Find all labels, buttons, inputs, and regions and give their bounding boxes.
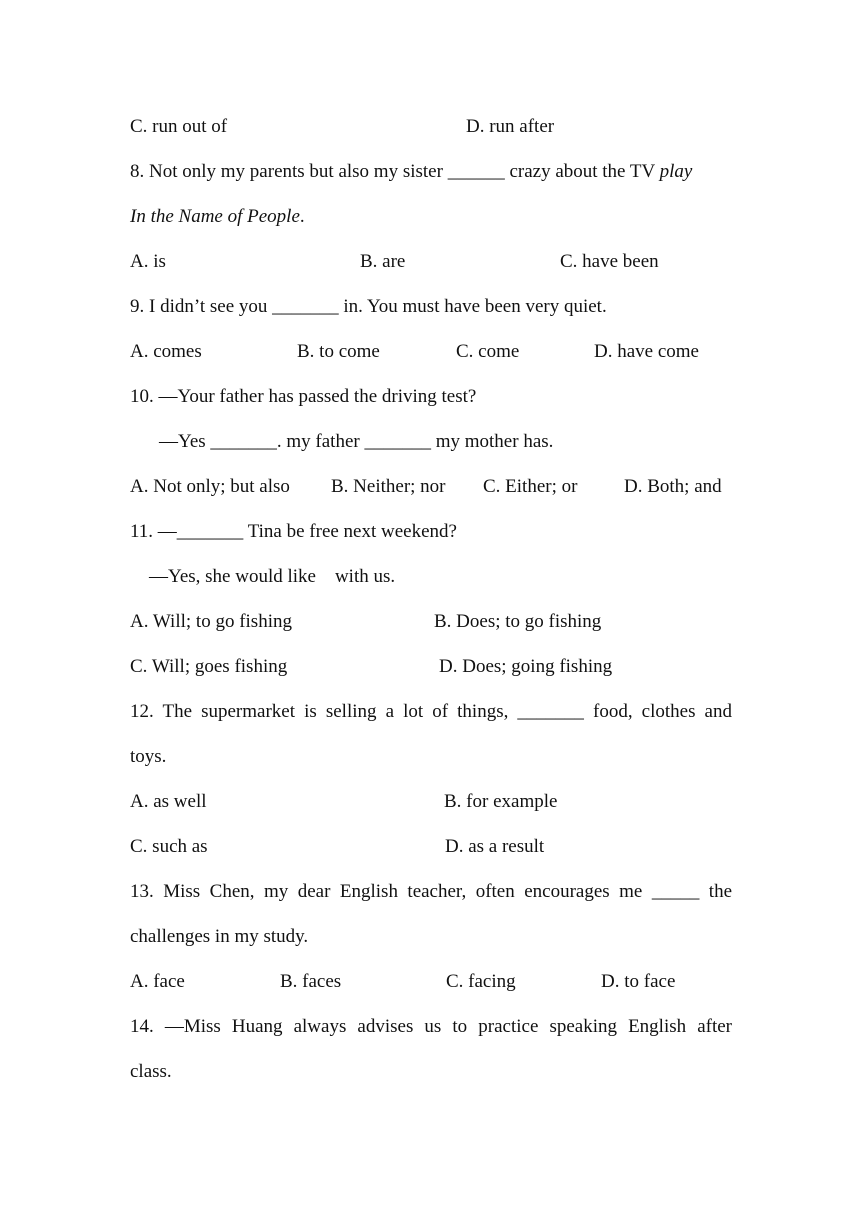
q12-stem-continued: toys. xyxy=(130,746,167,767)
q9-stem: 9. I didn’t see you _______ in. You must have been very quiet. xyxy=(130,296,607,317)
q9-option-c: C. come xyxy=(456,341,520,362)
q8-option-c: C. have been xyxy=(560,251,659,272)
q13-option-d: D. to face xyxy=(601,971,676,992)
q7-option-d: D. run after xyxy=(466,116,555,137)
q12-option-a: A. as well xyxy=(130,791,207,812)
q8-option-b: B. are xyxy=(360,251,406,272)
q8-stem xyxy=(130,160,692,184)
q11-stem: 11. —_______ Tina be free next weekend? xyxy=(130,521,457,542)
q9-option-b: B. to come xyxy=(297,341,380,362)
q8-option-a: A. is xyxy=(130,251,166,272)
q11-option-c: C. Will; goes fishing xyxy=(130,656,288,677)
q14-stem-continued: class. xyxy=(130,1061,172,1082)
q12-option-b: B. for example xyxy=(444,791,558,812)
q8-show-title: In the Name of People xyxy=(130,206,300,227)
q13-stem: 13. Miss Chen, my dear English teacher, often encourages me _____ the xyxy=(130,881,732,902)
q11-option-d: D. Does; going fishing xyxy=(439,656,613,677)
q13-option-a: A. face xyxy=(130,971,185,992)
q12-option-d: D. as a result xyxy=(445,836,545,857)
q10-option-a: A. Not only; but also xyxy=(130,476,290,497)
q9-option-a: A. comes xyxy=(130,341,202,362)
q10-option-c: C. Either; or xyxy=(483,476,578,497)
q11-option-b: B. Does; to go fishing xyxy=(434,611,602,632)
q7-option-c: C. run out of xyxy=(130,116,228,137)
q8-stem-continued xyxy=(130,205,305,229)
q13-stem-continued: challenges in my study. xyxy=(130,926,309,947)
q10-reply: —Yes _______. my father _______ my mother has. xyxy=(159,431,554,452)
q10-option-d: D. Both; and xyxy=(624,476,722,497)
q12-option-c: C. such as xyxy=(130,836,208,857)
q10-stem: 10. —Your father has passed the driving test? xyxy=(130,386,477,407)
q12-stem: 12. The supermarket is selling a lot of things, _______ food, clothes and xyxy=(130,701,732,722)
q13-option-b: B. faces xyxy=(280,971,342,992)
q11-reply: —Yes, she would like with us. xyxy=(149,566,396,587)
q8-stem-text: 8. Not only my parents but also my sister ______ crazy about the TV xyxy=(130,161,655,182)
q8-stem-end: . xyxy=(299,206,305,227)
q11-option-a: A. Will; to go fishing xyxy=(130,611,292,632)
q14-stem: 14. —Miss Huang always advises us to practice speaking English after xyxy=(130,1016,732,1037)
q10-option-b: B. Neither; nor xyxy=(331,476,446,497)
q9-option-d: D. have come xyxy=(594,341,699,362)
q8-stem-italic: play xyxy=(659,161,693,182)
q13-option-c: C. facing xyxy=(446,971,516,992)
